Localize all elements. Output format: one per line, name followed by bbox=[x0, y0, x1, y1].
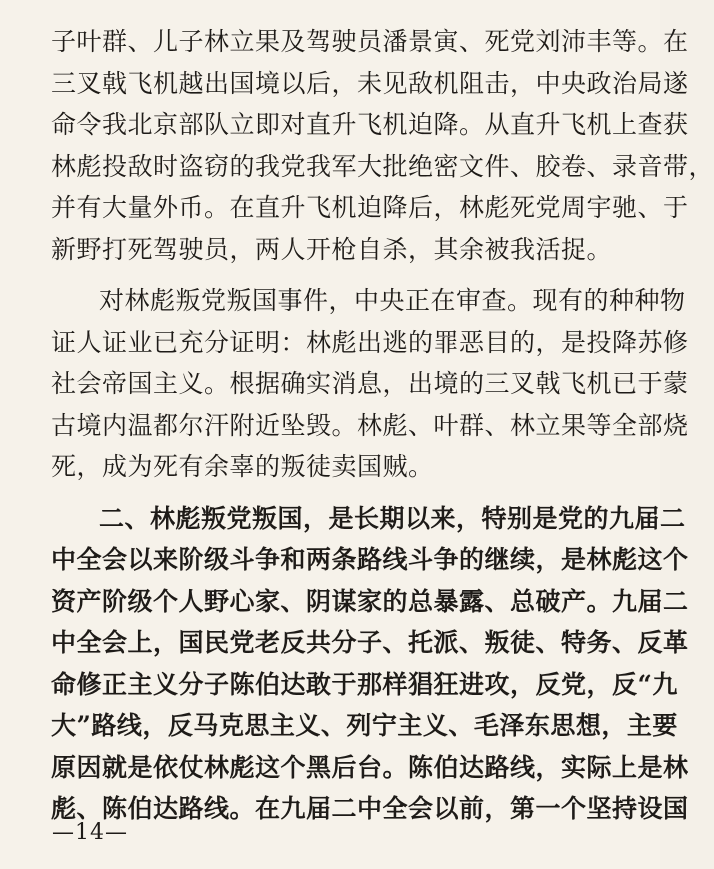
text-line-16: 命修正主义分子陈伯达敢于那样猖狂进攻，反党，反“九 bbox=[51, 669, 678, 699]
text-line-8: 证人证业已充分证明：林彪出逃的罪恶目的，是投降苏修 bbox=[51, 327, 689, 357]
text-line-13: 中全会以来阶级斗争和两条路线斗争的继续，是林彪这个 bbox=[51, 545, 689, 574]
text-line-18: 原因就是依仗林彪这个黑后台。陈伯达路线，实际上是林 bbox=[51, 752, 689, 782]
text-line-2: 三叉戟飞机越出国境以后，未见敌机阻击，中央政治局遂 bbox=[51, 68, 689, 98]
text-line-19: 彪、陈伯达路线。在九届二中全会以前，第一个坚持设国 bbox=[51, 794, 689, 823]
text-line-6: 新野打死驾驶员，两人开枪自杀，其余被我活捉。 bbox=[51, 234, 613, 264]
text-line-14: 资产阶级个人野心家、阴谋家的总暴露、总破产。九届二 bbox=[51, 586, 689, 616]
text-line-5: 并有大量外币。在直升飞机迫降后，林彪死党周宇驰、于 bbox=[51, 193, 689, 222]
text-line-10: 古境内温都尔汗附近坠毁。林彪、叶群、林立果等全部烧 bbox=[51, 410, 689, 440]
text-line-9: 社会帝国主义。根据确实消息，出境的三叉戟飞机已于蒙 bbox=[51, 369, 689, 398]
text-line-7: 对林彪叛党叛国事件，中央正在审查。现有的种种物 bbox=[99, 286, 686, 315]
text-line-1: 子叶群、儿子林立果及驾驶员潘景寅、死党刘沛丰等。在 bbox=[51, 27, 689, 56]
text-line-17: 大”路线，反马克思主义、列宁主义、毛泽东思想，主要 bbox=[51, 711, 678, 740]
text-line-11: 死，成为死有余辜的叛徒卖国贼。 bbox=[51, 452, 434, 481]
text-line-3: 命令我北京部队立即对直升飞机迫降。从直升飞机上查获 bbox=[51, 110, 689, 139]
text-line-4: 林彪投敌时盗窃的我党我军大批绝密文件、胶卷、录音带， bbox=[51, 151, 714, 181]
text-line-15: 中全会上，国民党老反共分子、托派、叛徒、特务、反革 bbox=[51, 628, 689, 657]
page-number: —14— bbox=[52, 820, 128, 845]
text-line-12: 二、林彪叛党叛国，是长期以来，特别是党的九届二 bbox=[99, 503, 686, 533]
